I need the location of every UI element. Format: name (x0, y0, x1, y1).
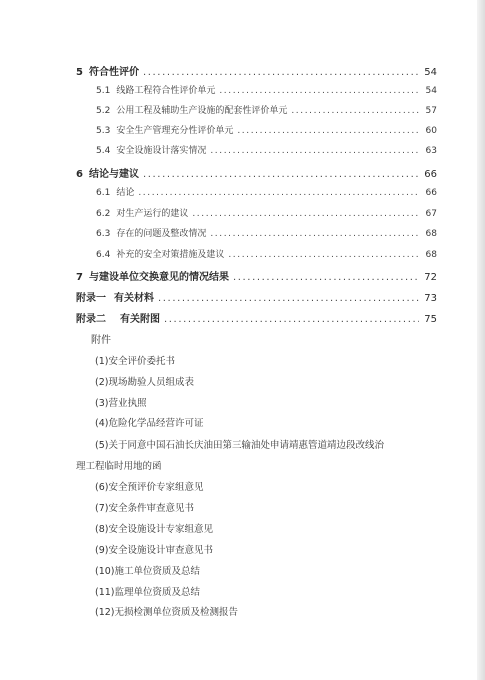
toc-section-title: 存在的问题及整改情况 (116, 229, 207, 239)
toc-section-title: 结论 (116, 188, 135, 198)
attachment-item-continuation: 理工程临时用地的函 (76, 461, 162, 472)
toc-chapter-title: 与建设单位交换意见的情况结果 (88, 272, 229, 283)
attachment-item: (11)监理单位资质及总结 (95, 587, 201, 598)
toc-appendix-title: 有关附图 (120, 314, 160, 325)
toc-section-6-4[interactable] (96, 247, 437, 260)
toc-section-6-1[interactable] (96, 185, 437, 198)
toc-page-number: 75 (424, 314, 437, 325)
toc-section-number: 5.4 (96, 146, 111, 156)
toc-leader-dots (143, 67, 419, 78)
toc-section-5-4[interactable] (96, 143, 437, 156)
toc-section-title: 线路工程符合性评价单元 (116, 86, 216, 96)
toc-section-number: 5.2 (96, 106, 111, 116)
toc-page-number: 72 (424, 272, 437, 283)
toc-section-title: 对生产运行的建议 (116, 209, 189, 219)
toc-page-number: 68 (425, 229, 437, 239)
attachment-item: (9)安全设施设计审查意见书 (95, 545, 213, 556)
toc-page-number: 63 (425, 146, 437, 156)
toc-section-5-1[interactable] (96, 83, 437, 96)
toc-section-title: 安全生产管理充分性评价单元 (116, 126, 234, 136)
attachment-item: (6)安全预评价专家组意见 (95, 482, 204, 493)
toc-leader-dots (158, 293, 419, 304)
toc-section-5-3[interactable] (96, 123, 437, 136)
toc-section-number: 5.1 (96, 86, 111, 96)
toc-leader-dots (143, 169, 419, 180)
toc-chapter-number: 6 (76, 169, 83, 180)
page-edge-shadow (477, 0, 485, 680)
toc-leader-dots (237, 126, 419, 136)
toc-chapter-number: 5 (76, 67, 83, 78)
toc-appendix-title: 有关材料 (114, 293, 154, 304)
toc-leader-dots (219, 86, 419, 96)
attachment-item: (5)关于同意中国石油长庆油田第三输油处申请靖惠管道靖边段改线治 (95, 440, 384, 451)
toc-section-5-2[interactable] (96, 103, 437, 116)
toc-page-number: 73 (424, 293, 437, 304)
toc-page-number: 68 (425, 250, 437, 260)
toc-page-number: 67 (425, 209, 437, 219)
attachments-heading: 附件 (91, 335, 111, 346)
toc-leader-dots (164, 314, 419, 325)
toc-leader-dots (192, 209, 419, 219)
toc-leader-dots (210, 146, 419, 156)
attachment-item: (3)营业执照 (95, 398, 147, 409)
toc-leader-dots (210, 229, 419, 239)
toc-page-number: 57 (425, 106, 437, 116)
toc-chapter-title: 符合性评价 (88, 67, 139, 78)
toc-chapter-title: 结论与建议 (88, 169, 139, 180)
toc-section-6-3[interactable] (96, 226, 437, 239)
toc-appendix-number: 附录二 (76, 314, 106, 325)
toc-chapter-5[interactable] (76, 63, 437, 78)
toc-chapter-6[interactable] (76, 165, 437, 180)
toc-page-number: 66 (424, 169, 437, 180)
toc-section-6-2[interactable] (96, 206, 437, 219)
toc-section-title: 安全设施设计落实情况 (116, 146, 207, 156)
toc-leader-dots (233, 272, 419, 283)
attachment-item: (12)无损检测单位资质及检测报告 (95, 607, 239, 618)
toc-chapter-7[interactable] (76, 268, 437, 283)
toc-appendix-2[interactable] (76, 310, 437, 325)
toc-leader-dots (228, 250, 419, 260)
attachment-item: (4)危险化学品经营许可证 (95, 418, 204, 429)
toc-section-number: 6.1 (96, 188, 111, 198)
toc-page-number: 66 (425, 188, 437, 198)
toc-appendix-number: 附录一 (76, 293, 106, 304)
attachment-item: (10)施工单位资质及总结 (95, 566, 201, 577)
toc-section-number: 6.2 (96, 209, 111, 219)
attachment-item: (7)安全条件审查意见书 (95, 503, 194, 514)
attachment-item: (1)安全评价委托书 (95, 356, 175, 367)
attachment-item: (2)现场勘验人员组成表 (95, 377, 194, 388)
toc-leader-dots (291, 106, 419, 116)
toc-leader-dots (138, 188, 419, 198)
toc-section-title: 补充的安全对策措施及建议 (116, 250, 225, 260)
toc-section-number: 6.3 (96, 229, 111, 239)
toc-section-number: 6.4 (96, 250, 111, 260)
toc-chapter-number: 7 (76, 272, 83, 283)
toc-page-number: 54 (425, 86, 437, 96)
toc-page-number: 54 (424, 67, 437, 78)
toc-section-title: 公用工程及辅助生产设施的配套性评价单元 (116, 106, 288, 116)
attachment-item: (8)安全设施设计专家组意见 (95, 524, 213, 535)
toc-appendix-1[interactable] (76, 289, 437, 304)
toc-section-number: 5.3 (96, 126, 111, 136)
toc-page-number: 60 (425, 126, 437, 136)
